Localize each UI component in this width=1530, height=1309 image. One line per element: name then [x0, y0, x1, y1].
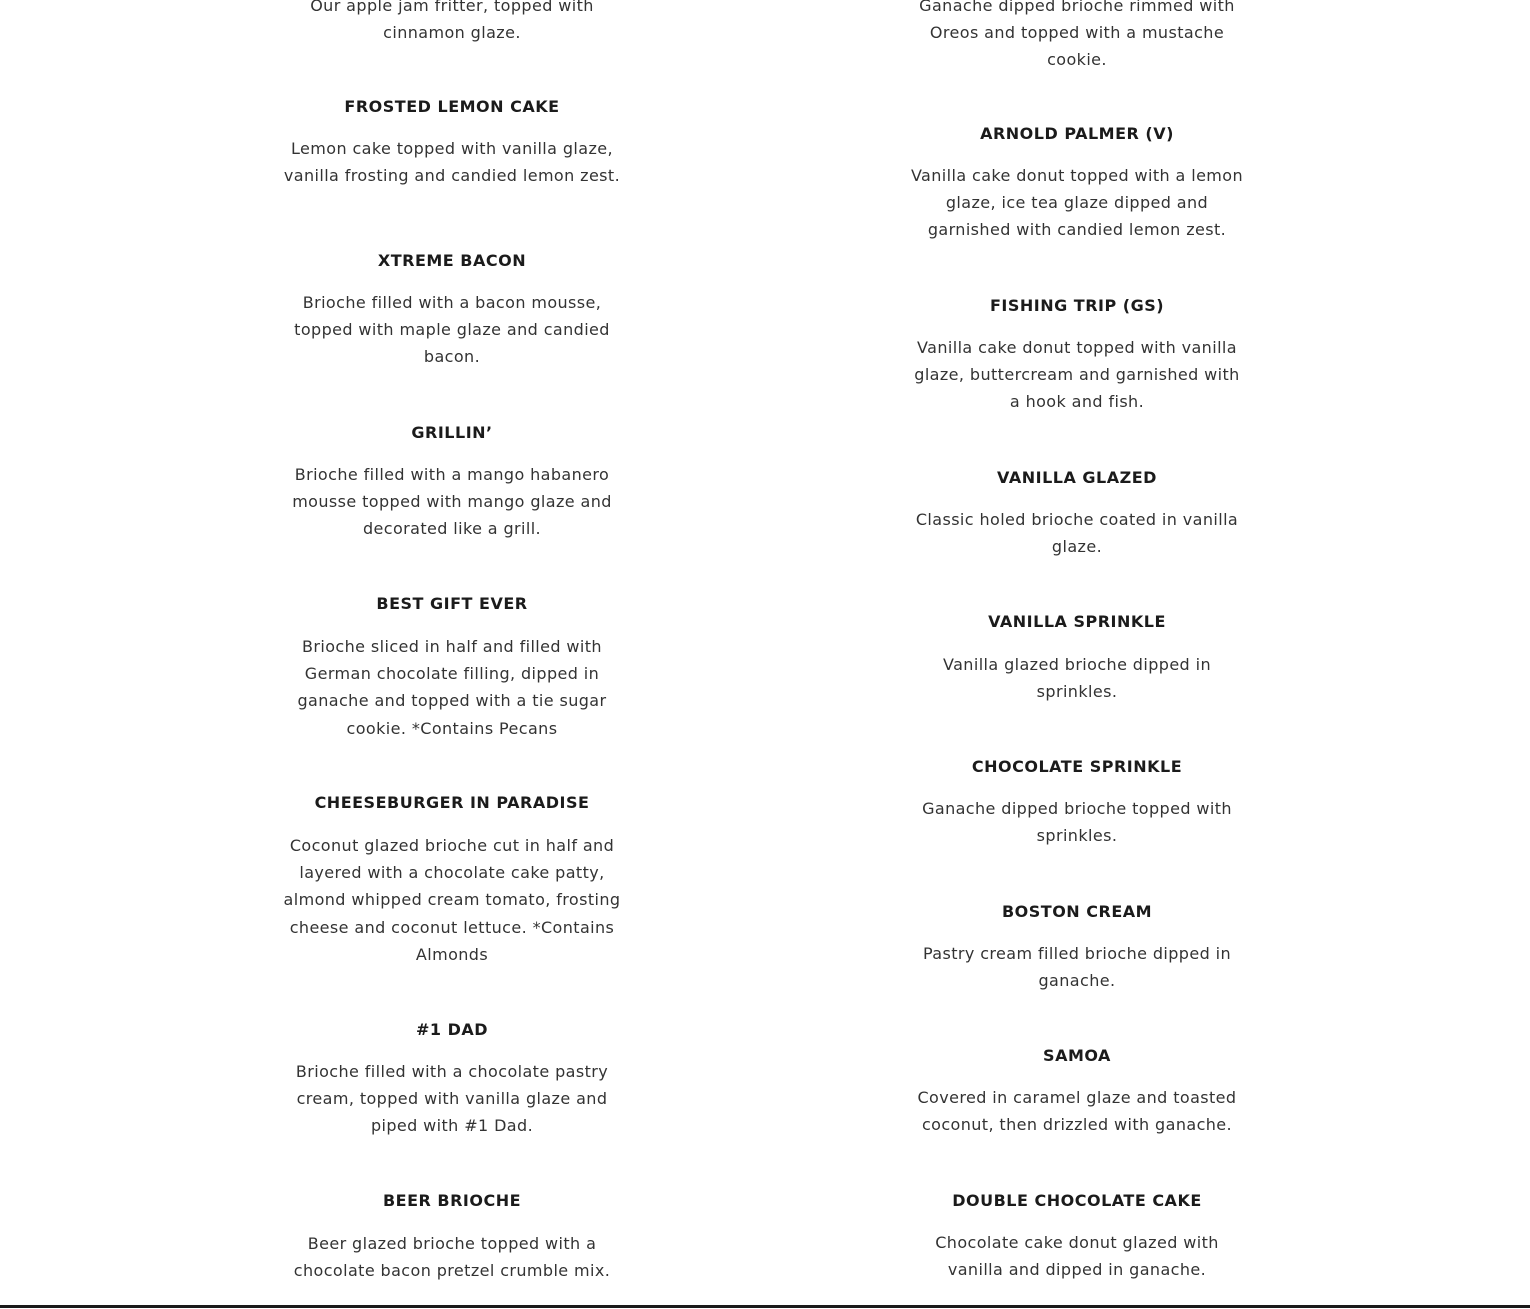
menu-item-name: FROSTED LEMON CAKE — [344, 97, 560, 116]
menu-item — [907, 940, 1247, 994]
menu-item-name: CHEESEBURGER IN PARADISE — [314, 793, 590, 812]
menu-item-description: Vanilla cake donut topped with vanilla glaze, buttercream and garnished with a hook and fish. — [914, 338, 1240, 412]
menu-item-description: Brioche filled with a bacon mousse, topped with maple glaze and candied bacon. — [294, 293, 610, 367]
menu-item — [282, 251, 622, 271]
menu-item — [282, 1230, 622, 1284]
menu-item — [282, 423, 622, 443]
menu-item — [282, 832, 622, 968]
menu-item-name: #1 DAD — [415, 1020, 489, 1039]
menu-item-description: Brioche filled with a chocolate pastry cream, topped with vanilla glaze and piped with #1 Dad. — [295, 1062, 609, 1136]
menu-item — [282, 0, 622, 46]
menu-item-description: Lemon cake topped with vanilla glaze, vanilla frosting and candied lemon zest. — [283, 139, 621, 186]
menu-item — [282, 97, 622, 117]
menu-item-description: Beer glazed brioche topped with a chocolate bacon pretzel crumble mix. — [293, 1234, 611, 1281]
menu-item-name: GRILLIN’ — [411, 423, 493, 442]
menu-item-description: Pastry cream filled brioche dipped in ganache. — [922, 944, 1232, 991]
menu-item-name: BOSTON CREAM — [1001, 902, 1153, 921]
menu-item-description: Chocolate cake donut glazed with vanilla and dipped in ganache. — [935, 1233, 1219, 1280]
menu-item-description: Vanilla glazed brioche dipped in sprinkles. — [943, 655, 1211, 702]
menu-item — [907, 612, 1247, 632]
menu-item — [907, 0, 1247, 74]
menu-item — [907, 1046, 1247, 1066]
menu-item-name: ARNOLD PALMER (V) — [980, 124, 1174, 143]
menu-item — [282, 594, 622, 614]
menu-item-description: Classic holed brioche coated in vanilla glaze. — [915, 510, 1239, 557]
menu-item-name: CHOCOLATE SPRINKLE — [971, 757, 1183, 776]
menu-item — [282, 793, 622, 813]
menu-item — [907, 1191, 1247, 1211]
menu-item-description: Coconut glazed brioche cut in half and layered with a chocolate cake patty, almond whipped cream tomato, frosting cheese and coconut lettuce. *Contains Almonds — [283, 836, 621, 964]
menu-item-name: BEST GIFT EVER — [376, 594, 528, 613]
menu-item — [907, 902, 1247, 922]
menu-item-name: VANILLA SPRINKLE — [988, 612, 1166, 631]
menu-item — [907, 757, 1247, 777]
menu-item — [282, 289, 622, 371]
menu-item — [907, 1084, 1247, 1138]
menu-item — [282, 633, 622, 742]
menu-item — [907, 162, 1247, 244]
menu-item — [282, 461, 622, 543]
menu-item-name: BEER BRIOCHE — [382, 1191, 522, 1210]
menu-item — [907, 795, 1247, 849]
menu-item-description: Brioche filled with a mango habanero mousse topped with mango glaze and decorated like a grill. — [292, 465, 612, 539]
menu-item — [282, 1058, 622, 1140]
menu-item-name: VANILLA GLAZED — [997, 468, 1157, 487]
menu-item — [907, 296, 1247, 316]
menu-item — [907, 468, 1247, 488]
menu-item-name: XTREME BACON — [377, 251, 527, 270]
menu-item-description: Brioche sliced in half and filled with German chocolate filling, dipped in ganache and topped with a tie sugar cookie. *Contains Pecans — [297, 637, 607, 738]
menu-item — [282, 1020, 622, 1040]
menu-item-name: FISHING TRIP (GS) — [989, 296, 1165, 315]
menu-item-name: SAMOA — [1043, 1046, 1111, 1065]
menu-item-description: Ganache dipped brioche rimmed with Oreos and topped with a mustache cookie. — [919, 0, 1235, 70]
menu-item — [282, 1191, 622, 1211]
menu-item-name: DOUBLE CHOCOLATE CAKE — [952, 1191, 1202, 1210]
menu-item — [907, 506, 1247, 560]
menu-item — [907, 334, 1247, 416]
menu-item-description: Our apple jam fritter, topped with cinnamon glaze. — [310, 0, 594, 43]
menu-item — [282, 135, 622, 189]
bottom-divider — [0, 1305, 1530, 1308]
menu-item — [907, 124, 1247, 144]
menu-item-description: Covered in caramel glaze and toasted coconut, then drizzled with ganache. — [917, 1088, 1237, 1135]
menu-item-description: Ganache dipped brioche topped with sprinkles. — [922, 799, 1232, 846]
menu-item — [907, 651, 1247, 705]
menu-item-description: Vanilla cake donut topped with a lemon glaze, ice tea glaze dipped and garnished with candied lemon zest. — [910, 166, 1244, 240]
menu-item — [907, 1229, 1247, 1283]
